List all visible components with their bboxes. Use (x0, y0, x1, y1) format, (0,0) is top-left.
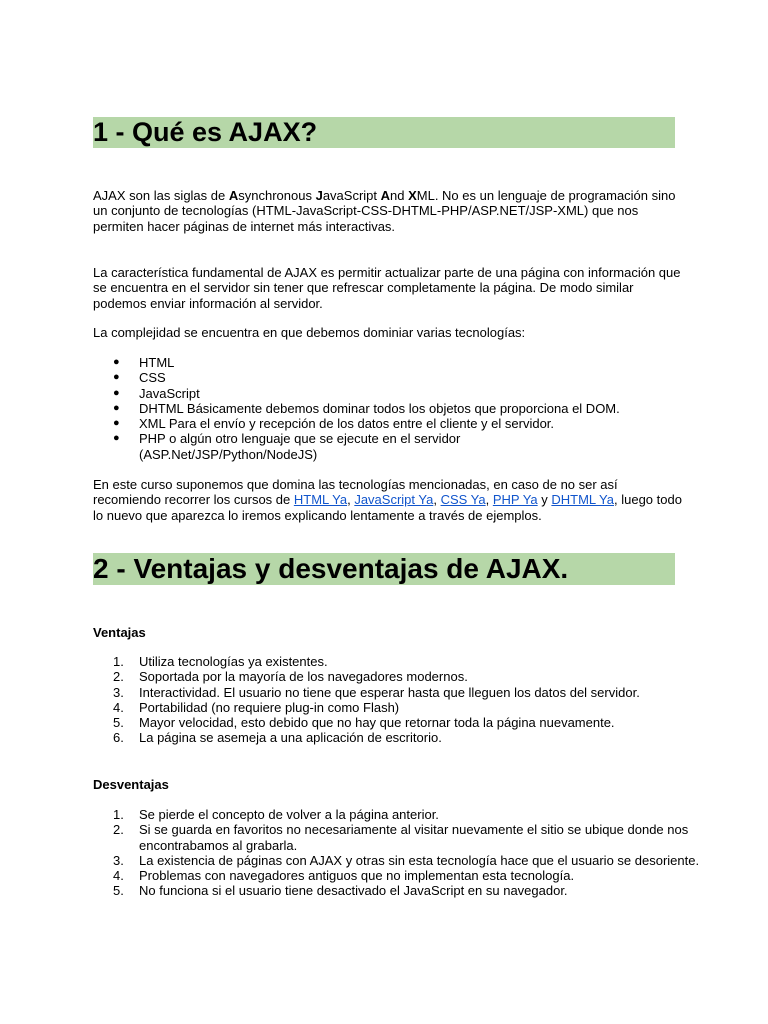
bullet-marker: ● (113, 386, 120, 399)
link-javascript-ya[interactable]: JavaScript Ya (354, 492, 434, 508)
link-html-ya[interactable]: HTML Ya (293, 492, 348, 508)
bullet-marker: ● (113, 371, 120, 384)
intro-paragraph: AJAX son las siglas de Asynchronous JavaScript And XML. No es un lenguaje de programación sino un conjunto de tecnologías (HTML-JavaScript-CSS-DHTML-PHP/ASP.NET/JSP-XML) que nos permiten hacer páginas de internet más interactivas. (93, 188, 676, 234)
desventajas-heading: Desventajas (93, 777, 169, 792)
feature-paragraph: La característica fundamental de AJAX es permitir actualizar parte de una página con información que se encuentra en el servidor sin tener que refrescar completamente la página. De modo similar podemos enviar información al servidor. (93, 265, 681, 311)
closing-paragraph: En este curso suponemos que domina las tecnologías mencionadas, en caso de no ser así recomiendo recorrer los cursos de HTML Ya, JavaScript Ya, CSS Ya, PHP Ya y DHTML Ya, luego todo lo nuevo que aparezca lo iremos explicando lentamente a través de ejemplos. (93, 477, 682, 523)
complexity-paragraph: La complejidad se encuentra en que debemos dominiar varias tecnologías: (93, 325, 526, 340)
bullet-marker: ● (113, 356, 120, 368)
section1-title: 1 - Qué es AJAX? (93, 117, 675, 148)
link-css-ya[interactable]: CSS Ya (440, 492, 486, 508)
link-php-ya[interactable]: PHP Ya (492, 492, 538, 508)
list-item: 3. La existencia de páginas con AJAX y otras sin esta tecnología hace que el usuario se desoriente. (113, 852, 700, 868)
bullet-marker: ● (113, 432, 120, 445)
list-item: ● PHP o algún otro lenguaje que se ejecute en el servidor (ASP.Net/JSP/Python/NodeJS) (113, 431, 461, 462)
bullet-marker: ● (113, 401, 120, 414)
list-item: ● JavaScript (113, 385, 200, 401)
list-item: 2. Si se guarda en favoritos no necesariamente al visitar nuevamente el sitio se ubique donde nos encontrabamos al grabarla. (113, 822, 689, 853)
ventajas-heading: Ventajas (93, 625, 146, 640)
desventajas-list (93, 807, 700, 899)
section2-title: 2 - Ventajas y desventajas de AJAX. (93, 553, 675, 585)
bullet-marker: ● (113, 417, 120, 430)
technology-list (93, 355, 683, 462)
link-dhtml-ya[interactable]: DHTML Ya (551, 492, 614, 508)
list-item: ● XML Para el envío y recepción de los datos entre el cliente y el servidor. (113, 416, 555, 432)
list-item: ● DHTML Básicamente debemos dominar todos los objetos que proporciona el DOM. (113, 400, 620, 416)
list-item: 1. Utiliza tecnologías ya existentes. (113, 654, 328, 669)
list-item: ● CSS (113, 370, 166, 386)
list-item: 4. Portabilidad (no requiere plug-in como Flash) (113, 699, 400, 715)
list-item: 4. Problemas con navegadores antiguos que no implementan esta tecnología. (113, 868, 575, 884)
list-item: 2. Soportada por la mayoría de los navegadores modernos. (113, 669, 468, 685)
list-item: 6. La página se asemeja a una aplicación de escritorio. (113, 730, 442, 746)
ventajas-list (93, 654, 683, 746)
list-item: 5. Mayor velocidad, esto debido que no hay que retornar toda la página nuevamente. (113, 715, 615, 731)
list-item: 5. No funciona si el usuario tiene desactivado el JavaScript en su navegador. (113, 883, 568, 899)
list-item: 1. Se pierde el concepto de volver a la página anterior. (113, 807, 439, 822)
list-item: 3. Interactividad. El usuario no tiene que esperar hasta que lleguen los datos del servidor. (113, 684, 640, 700)
list-item: ● HTML (113, 355, 175, 370)
